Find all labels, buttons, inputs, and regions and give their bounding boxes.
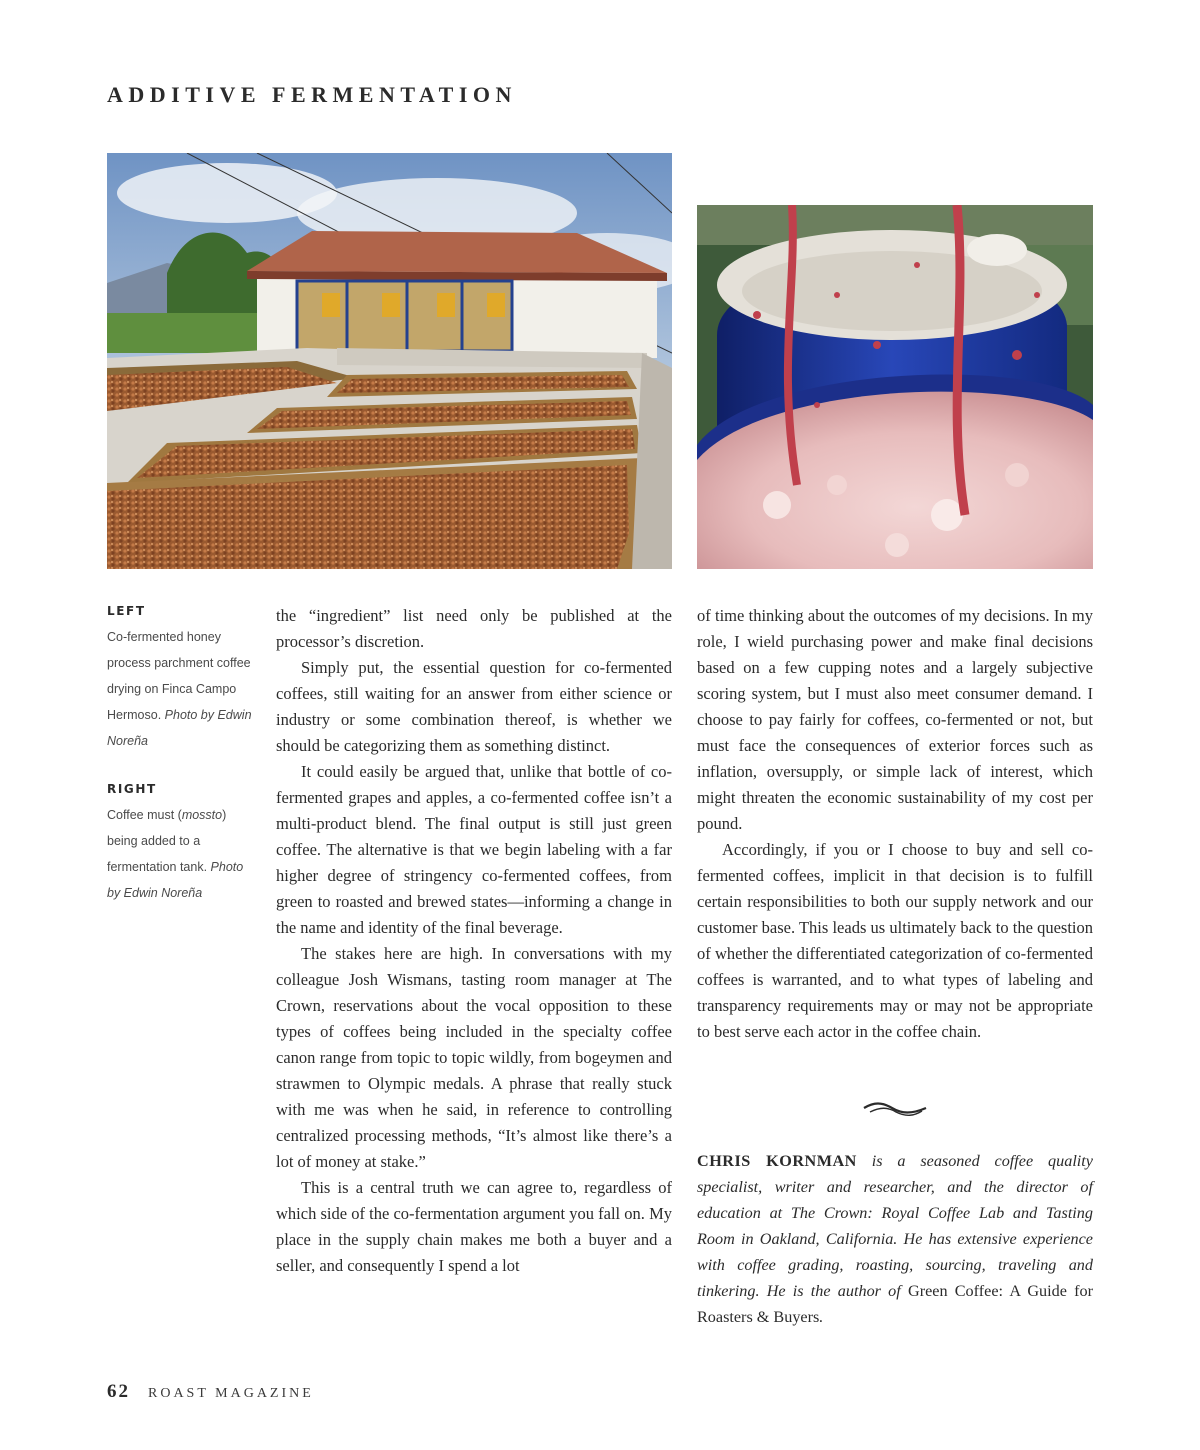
page-footer xyxy=(107,1381,314,1403)
photo-fermentation-tank xyxy=(697,205,1093,569)
article-column-right xyxy=(697,603,1093,1045)
article-column-middle xyxy=(276,603,672,1279)
author-bio-text: is a seasoned coffee quality specialist, writer and researcher, and the director of education at The Crown: Royal Coffee Lab and Tasting Room in Oakland, California. He has extensive experience with coffee grading, roasting, sourcing, traveling and tinkering. He is the author of xyxy=(697,1152,1093,1300)
author-bio xyxy=(697,1148,1093,1330)
photo-drying-beds xyxy=(107,153,672,569)
article-paragraph: Simply put, the essential question for co-fermented coffees, still waiting for an answer from either science or industry or some combination thereof, is whether we should be categorizing them as something distinct. xyxy=(276,658,672,755)
article-paragraph: of time thinking about the outcomes of my decisions. In my role, I wield purchasing power and make final decisions based on a few cupping notes and a largely subjective scoring system, but I must also meet consumer demand. I choose to pay fairly for coffees, co-fermented or not, but must face the consequences of exterior forces such as inflation, oversupply, or simple lack of interest, which might threaten the economic sustainability of my cost per pound. xyxy=(697,606,1093,833)
magazine-name: ROAST MAGAZINE xyxy=(148,1386,314,1401)
book-title: Green Coffee: A Guide for Roasters & Buyers xyxy=(697,1282,1093,1326)
caption-left-heading: LEFT xyxy=(107,604,146,618)
article-paragraph: It could easily be argued that, unlike that bottle of co-fermented grapes and apples, a co-fermented coffee isn’t a multi-product blend. The final output is still just green coffee. The alternative is that we begin labeling with a far higher degree of stringency co-fermented coffees, from green to roasted and brewed states—informing a change in the name and identity of the final beverage. xyxy=(276,762,672,937)
article-paragraph: the “ingredient” list need only be published at the processor’s discretion. xyxy=(276,606,672,651)
author-bio-end: . xyxy=(819,1308,824,1326)
article-paragraph: Accordingly, if you or I choose to buy and sell co-fermented coffees, implicit in that decision is to fulfill certain responsibilities to both our supply network and our customer base. This leads us ultimately back to the question of whether the differentiated categorization of co-fermented coffees is warranted, and to what types of labeling and transparency requirements may or may not be appropriate to best serve each actor in the coffee chain. xyxy=(697,840,1093,1041)
caption-right-text-after: ) being added to a fermentation tank. xyxy=(107,808,227,874)
caption-right-term: mossto xyxy=(181,808,223,822)
article-paragraph: The stakes here are high. In conversations with my colleague Josh Wismans, tasting room manager at The Crown, reservations about the vocal opposition to these types of coffees being included in the specialty coffee canon range from topic to topic wildly, from bogeymen and strawmen to Olympic medals. A phrase that really stuck with me was when he said, in reference to controlling centralized processing methods, “It’s almost like there’s a lot of money at stake.” xyxy=(276,944,672,1171)
caption-left-text: Co-fermented honey process parchment coffee drying on Finca Campo Hermoso. xyxy=(107,630,251,722)
article-paragraph: This is a central truth we can agree to, regardless of which side of the co-fermentation argument you fall on. My place in the supply chain makes me both a buyer and a seller, and consequently I spend a lot xyxy=(276,1178,672,1275)
caption-left xyxy=(107,624,257,754)
caption-right-credit: Photo by Edwin Noreña xyxy=(107,860,244,900)
photo-captions xyxy=(107,604,257,934)
section-end-ornament-icon xyxy=(862,1100,928,1120)
caption-right-text-before: Coffee must ( xyxy=(107,808,182,822)
caption-right-heading: RIGHT xyxy=(107,782,157,796)
caption-left-credit: Photo by Edwin Noreña xyxy=(107,708,252,748)
section-title: ADDITIVE FERMENTATION xyxy=(107,82,517,107)
author-name: CHRIS KORNMAN xyxy=(697,1152,857,1170)
caption-right xyxy=(107,802,257,906)
page-number: 62 xyxy=(107,1381,130,1402)
